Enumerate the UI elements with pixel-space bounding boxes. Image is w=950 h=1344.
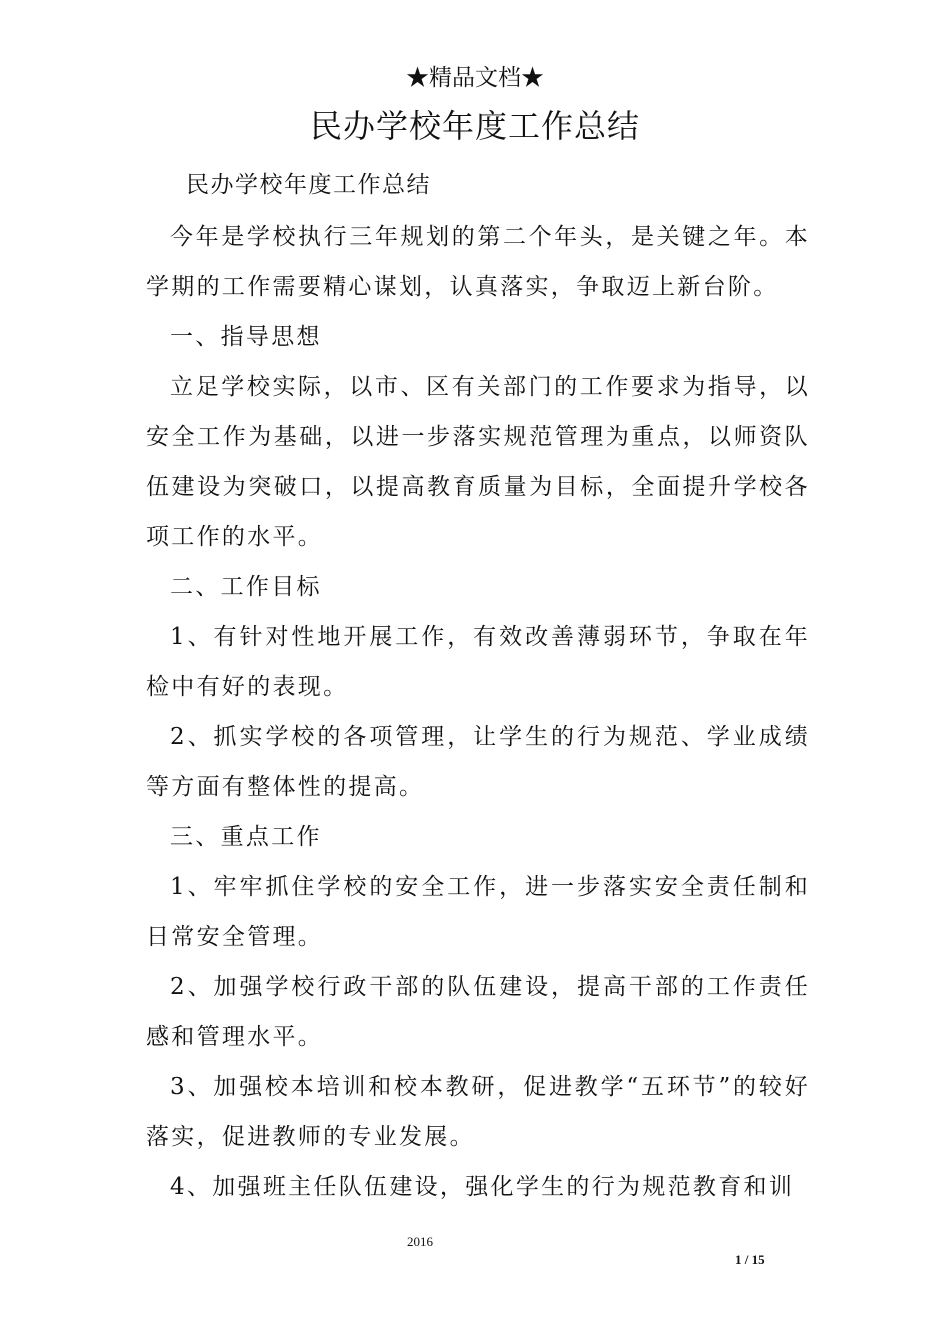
footer-year: 2016 <box>407 1234 433 1249</box>
page-total: 15 <box>751 1252 765 1267</box>
paragraph-intro: 今年是学校执行三年规划的第二个年头，是关键之年。本学期的工作需要精心谋划，认真落实，争取迈上新台阶。 <box>146 224 810 300</box>
page-current: 1 <box>735 1252 742 1267</box>
document-title: 民办学校年度工作总结 <box>309 107 640 145</box>
paragraph-key-work-2: 2、加强学校行政干部的队伍建设，提高干部的工作责任感和管理水平。 <box>146 974 810 1050</box>
page-separator: / <box>741 1252 752 1267</box>
paragraph-goal-2: 2、抓实学校的各项管理，让学生的行为规范、学业成绩等方面有整体性的提高。 <box>146 724 810 800</box>
paragraph-goal-1: 1、有针对性地开展工作，有效改善薄弱环节，争取在年检中有好的表现。 <box>146 624 810 700</box>
paragraph-key-work-3: 3、加强校本培训和校本教研，促进教学“五环节”的较好落实，促进教师的专业发展。 <box>146 1074 810 1150</box>
paragraph-key-work-1: 1、牢牢抓住学校的安全工作，进一步落实安全责任制和日常安全管理。 <box>146 874 810 950</box>
page-number <box>735 1251 765 1269</box>
section-heading-work-goals: 二、工作目标 <box>170 574 322 600</box>
document-body <box>146 162 810 1212</box>
paragraph-guiding-thought: 立足学校实际，以市、区有关部门的工作要求为指导，以安全工作为基础，以进一步落实规范管理为重点，以师资队伍建设为突破口，以提高教育质量为目标，全面提升学校各项工作的水平。 <box>146 374 810 550</box>
section-heading-key-work: 三、重点工作 <box>170 824 322 850</box>
paragraph-key-work-4: 4、加强班主任队伍建设，强化学生的行为规范教育和训 <box>170 1174 795 1200</box>
header-mark: ★精品文档★ <box>406 65 544 91</box>
section-heading-guiding-thought: 一、指导思想 <box>170 324 322 350</box>
paragraph-subtitle: 民办学校年度工作总结 <box>186 172 431 198</box>
